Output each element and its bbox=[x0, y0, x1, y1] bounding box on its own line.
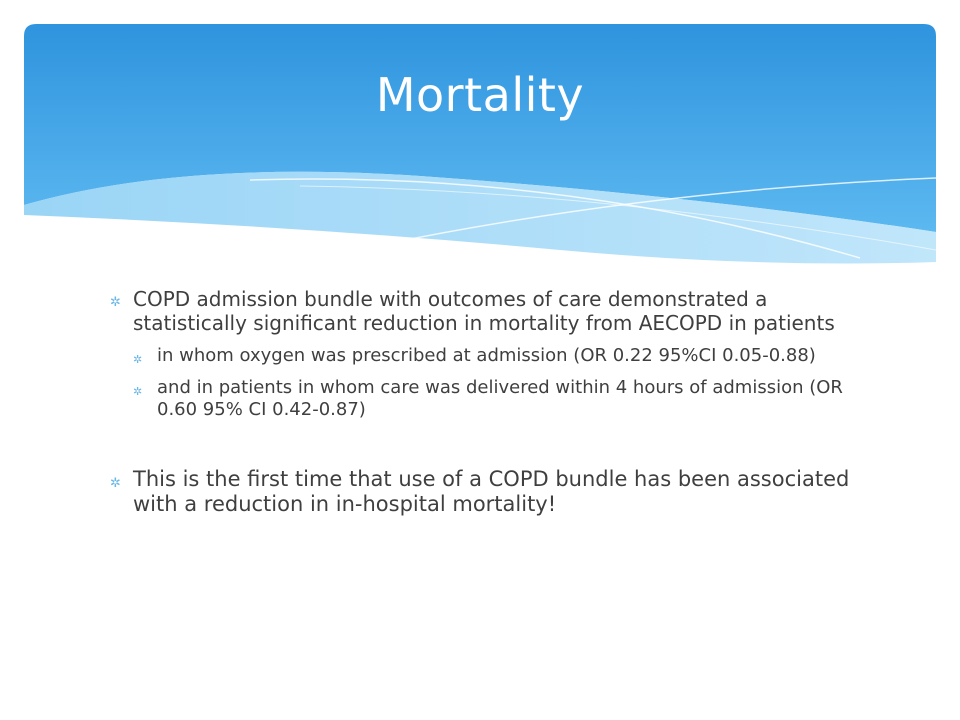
sub-bullet-item bbox=[133, 345, 850, 367]
sub-bullet-item bbox=[133, 377, 850, 421]
bullet-item bbox=[110, 287, 850, 335]
sub-bullet-text: in whom oxygen was prescribed at admission (OR 0.22 95%CI 0.05-0.88) bbox=[157, 345, 816, 366]
bullet-text: COPD admission bundle with outcomes of care demonstrated a statistically significant reduction in mortality from AECOPD in patients bbox=[133, 287, 835, 335]
slide-title: Mortality bbox=[375, 68, 585, 122]
asterisk-bullet-icon: ✲ bbox=[133, 385, 143, 398]
asterisk-bullet-icon: ✲ bbox=[110, 476, 121, 491]
asterisk-bullet-icon: ✲ bbox=[110, 295, 121, 310]
sub-bullet-text: and in patients in whom care was delivered within 4 hours of admission (OR 0.60 95% CI 0.42-0.87) bbox=[157, 377, 843, 420]
asterisk-bullet-icon: ✲ bbox=[133, 353, 143, 366]
bullet-list bbox=[110, 287, 850, 527]
header-banner bbox=[0, 0, 960, 280]
bullet-item bbox=[110, 467, 850, 517]
bullet-text: This is the first time that use of a COPD bundle has been associated with a reduction in in-hospital mortality! bbox=[133, 467, 850, 516]
